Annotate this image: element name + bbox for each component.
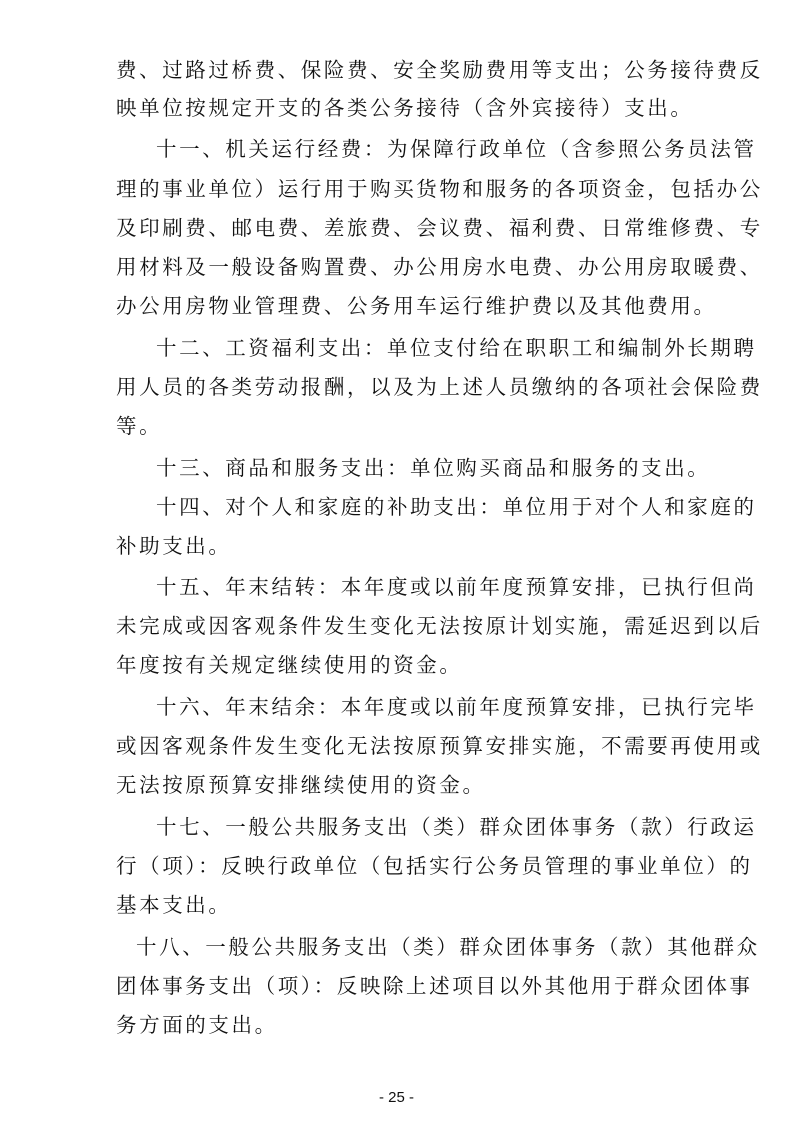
page-number: - 25 - xyxy=(378,1089,414,1106)
paragraph-11-line-5: 办公用房物业管理费、公务用车运行维护费以及其他费用。 xyxy=(116,294,717,318)
paragraph-16-line-3: 无法按原预算安排继续使用的资金。 xyxy=(116,773,486,797)
paragraph-11-line-3: 及印刷费、邮电费、差旅费、会议费、福利费、日常维修费、专 xyxy=(116,216,763,240)
paragraph-18-line-1: 十八、一般公共服务支出（类）群众团体事务（款）其他群众 xyxy=(136,935,760,959)
paragraph-15-line-2: 未完成或因客观条件发生变化无法按原计划实施，需延迟到以后 xyxy=(116,614,763,638)
paragraph-14-line-1: 十四、对个人和家庭的补助支出：单位用于对个人和家庭的 xyxy=(156,495,757,519)
paragraph-16-line-1: 十六、年末结余：本年度或以前年度预算安排，已执行完毕 xyxy=(156,695,757,719)
paragraph-17-line-1: 十七、一般公共服务支出（类）群众团体事务（款）行政运 xyxy=(156,815,757,839)
paragraph-17-line-2: 行（项）：反映行政单位（包括实行公务员管理的事业单位）的 xyxy=(116,854,753,878)
paragraph-18-line-3: 务方面的支出。 xyxy=(116,1013,278,1037)
text-line-2: 映单位按规定开支的各类公务接待（含外宾接待）支出。 xyxy=(116,96,694,120)
paragraph-16-line-2: 或因客观条件发生变化无法按原预算安排实施，不需要再使用或 xyxy=(116,734,763,758)
paragraph-18-line-2: 团体事务支出（项）：反映除上述项目以外其他用于群众团体事 xyxy=(116,974,753,998)
text-line-1: 费、过路过桥费、保险费、安全奖励费用等支出；公务接待费反 xyxy=(116,58,763,82)
paragraph-12-line-1: 十二、工资福利支出：单位支付给在职职工和编制外长期聘 xyxy=(156,336,757,360)
paragraph-17-line-3: 基本支出。 xyxy=(116,893,232,917)
paragraph-11-line-1: 十一、机关运行经费：为保障行政单位（含参照公务员法管 xyxy=(156,137,757,161)
paragraph-12-line-3: 等。 xyxy=(116,414,163,438)
paragraph-14-line-2: 补助支出。 xyxy=(116,534,232,558)
paragraph-11-line-4: 用材料及一般设备购置费、办公用房水电费、办公用房取暖费、 xyxy=(116,255,763,279)
paragraph-11-line-2: 理的事业单位）运行用于购买货物和服务的各项资金，包括办公 xyxy=(116,177,763,201)
paragraph-13-line-1: 十三、商品和服务支出：单位购买商品和服务的支出。 xyxy=(156,456,711,480)
paragraph-15-line-3: 年度按有关规定继续使用的资金。 xyxy=(116,653,463,677)
paragraph-12-line-2: 用人员的各类劳动报酬，以及为上述人员缴纳的各项社会保险费 xyxy=(116,375,763,399)
paragraph-15-line-1: 十五、年末结转：本年度或以前年度预算安排，已执行但尚 xyxy=(156,575,757,599)
